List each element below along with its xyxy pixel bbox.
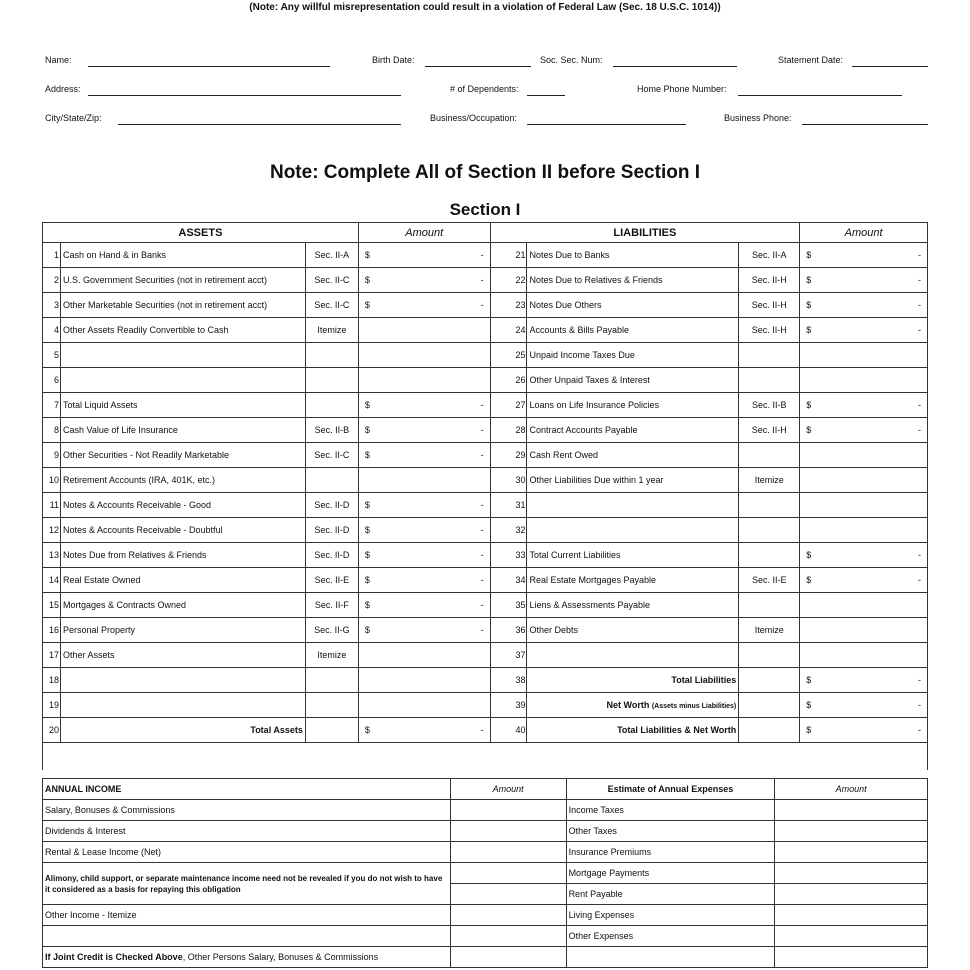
asset-line-number: 1	[43, 243, 61, 268]
liability-description: Total Current Liabilities	[527, 543, 739, 568]
expense-amount[interactable]	[775, 947, 928, 968]
income-amount[interactable]	[450, 926, 566, 947]
dollar-sign: $	[364, 250, 370, 260]
business-field[interactable]	[527, 124, 686, 125]
asset-description: Notes Due from Relatives & Friends	[60, 543, 305, 568]
table-row	[43, 243, 928, 268]
liability-description: Contract Accounts Payable	[527, 418, 739, 443]
expense-amount[interactable]	[775, 884, 928, 905]
liability-line-number: 39	[490, 693, 527, 718]
asset-description: U.S. Government Securities (not in retirement acct)	[60, 268, 305, 293]
liability-amount-cell[interactable]	[800, 593, 928, 618]
liability-section-ref	[739, 643, 800, 668]
city-label: City/State/Zip:	[45, 113, 102, 123]
dollar-sign: $	[364, 425, 370, 435]
amount-value: -	[480, 275, 484, 285]
asset-description: Total Liquid Assets	[60, 393, 305, 418]
expenses-amount-header: Amount	[775, 779, 928, 800]
asset-section-ref: Itemize	[305, 318, 358, 343]
amount-value: -	[480, 450, 484, 460]
expense-item: Living Expenses	[566, 905, 775, 926]
liability-line-number: 29	[490, 443, 527, 468]
asset-amount-cell[interactable]	[358, 618, 490, 643]
dollar-sign: $	[806, 425, 812, 435]
address-label: Address:	[45, 84, 81, 94]
income-amount[interactable]	[450, 863, 566, 884]
liability-description: Loans on Life Insurance Policies	[527, 393, 739, 418]
liability-description: Other Debts	[527, 618, 739, 643]
dollar-sign: $	[364, 400, 370, 410]
instruction-note: Note: Complete All of Section II before Section I	[269, 162, 700, 183]
table-row	[43, 618, 928, 643]
table-row	[43, 343, 928, 368]
dollar-sign: $	[364, 275, 370, 285]
table-row	[43, 418, 928, 443]
dollar-sign: $	[364, 450, 370, 460]
table-row	[43, 643, 928, 668]
income-amount[interactable]	[450, 905, 566, 926]
liability-section-ref	[739, 443, 800, 468]
liability-description: Other Unpaid Taxes & Interest	[527, 368, 739, 393]
asset-line-number: 3	[43, 293, 61, 318]
liability-amount-cell[interactable]	[800, 293, 928, 318]
expense-amount[interactable]	[775, 821, 928, 842]
alimony-notice: Alimony, child support, or separate maintenance income need not be revealed if you do not wish to have it considered as a basis for repaying this obligation	[43, 863, 451, 905]
asset-section-ref	[305, 368, 358, 393]
amount-value: -	[918, 725, 921, 735]
liability-amount-cell[interactable]	[800, 443, 928, 468]
asset-amount-cell[interactable]	[358, 443, 490, 468]
liability-line-number: 35	[490, 593, 527, 618]
dollar-sign: $	[364, 550, 370, 560]
amount-value: -	[480, 525, 484, 535]
asset-section-ref	[305, 393, 358, 418]
amount-value: -	[918, 250, 921, 260]
liability-line-number: 40	[490, 718, 527, 743]
liability-line-number: 26	[490, 368, 527, 393]
liability-amount-cell[interactable]	[800, 518, 928, 543]
asset-section-ref: Sec. II-D	[305, 543, 358, 568]
dollar-sign: $	[364, 600, 370, 610]
income-item: Salary, Bonuses & Commissions	[43, 800, 451, 821]
table-row	[43, 393, 928, 418]
balance-sheet-table	[42, 222, 928, 770]
table-row	[43, 318, 928, 343]
dollar-sign: $	[364, 575, 370, 585]
asset-description: Other Assets Readily Convertible to Cash	[60, 318, 305, 343]
expense-item: Other Taxes	[566, 821, 775, 842]
liability-section-ref	[739, 493, 800, 518]
annual-income-table	[42, 778, 928, 968]
amount-value: -	[918, 325, 921, 335]
liability-description: Unpaid Income Taxes Due	[527, 343, 739, 368]
amount-value: -	[918, 675, 921, 685]
income-amount[interactable]	[450, 947, 566, 968]
asset-line-number: 6	[43, 368, 61, 393]
amount-value: -	[918, 400, 921, 410]
liability-section-ref	[739, 343, 800, 368]
liability-amount-cell[interactable]	[800, 668, 928, 693]
liability-amount-cell[interactable]	[800, 543, 928, 568]
dollar-sign: $	[806, 250, 812, 260]
business-phone-field[interactable]	[802, 124, 928, 125]
amount-value: -	[480, 400, 484, 410]
annual-income-header: ANNUAL INCOME	[43, 779, 451, 800]
asset-amount-cell[interactable]	[358, 468, 490, 493]
table-row	[43, 568, 928, 593]
table-row	[43, 593, 928, 618]
liability-description	[527, 518, 739, 543]
ssn-field[interactable]	[613, 66, 737, 67]
name-field[interactable]	[88, 66, 330, 67]
table-row	[43, 368, 928, 393]
asset-section-ref: Sec. II-D	[305, 493, 358, 518]
expense-amount[interactable]	[775, 905, 928, 926]
income-item: Other Income - Itemize	[43, 905, 451, 926]
liability-description: Liens & Assessments Payable	[527, 593, 739, 618]
amount-value: -	[480, 500, 484, 510]
table-row	[43, 443, 928, 468]
asset-amount-cell[interactable]	[358, 268, 490, 293]
liability-section-ref	[739, 368, 800, 393]
liability-amount-cell[interactable]	[800, 268, 928, 293]
liability-description: Notes Due to Banks	[527, 243, 739, 268]
liability-description: Real Estate Mortgages Payable	[527, 568, 739, 593]
asset-description: Notes & Accounts Receivable - Doubtful	[60, 518, 305, 543]
asset-amount-cell[interactable]	[358, 518, 490, 543]
amount-value: -	[918, 550, 921, 560]
dependents-label: # of Dependents:	[450, 84, 519, 94]
asset-amount-cell[interactable]	[358, 593, 490, 618]
asset-description: Cash Value of Life Insurance	[60, 418, 305, 443]
dollar-sign: $	[806, 400, 812, 410]
liability-description	[527, 643, 739, 668]
liability-description: Accounts & Bills Payable	[527, 318, 739, 343]
birth-date-label: Birth Date:	[372, 55, 415, 65]
liability-line-number: 22	[490, 268, 527, 293]
liability-section-ref: Itemize	[739, 618, 800, 643]
asset-amount-cell[interactable]	[358, 243, 490, 268]
statement-date-field[interactable]	[852, 66, 928, 67]
asset-description: Real Estate Owned	[60, 568, 305, 593]
asset-description: Other Marketable Securities (not in retirement acct)	[60, 293, 305, 318]
expense-amount[interactable]	[775, 926, 928, 947]
liability-line-number: 31	[490, 493, 527, 518]
expense-item: Insurance Premiums	[566, 842, 775, 863]
asset-section-ref: Sec. II-D	[305, 518, 358, 543]
liability-section-ref	[739, 543, 800, 568]
amount-value: -	[918, 275, 921, 285]
assets-amount-header: Amount	[358, 223, 490, 243]
liability-section-ref	[739, 693, 800, 718]
liability-amount-cell[interactable]	[800, 643, 928, 668]
liability-section-ref	[739, 593, 800, 618]
dollar-sign: $	[806, 550, 812, 560]
liability-description: Total Liabilities & Net Worth	[527, 718, 739, 743]
asset-section-ref: Sec. II-F	[305, 593, 358, 618]
liability-line-number: 27	[490, 393, 527, 418]
asset-amount-cell[interactable]	[358, 568, 490, 593]
asset-section-ref: Sec. II-C	[305, 293, 358, 318]
liability-description: Notes Due to Relatives & Friends	[527, 268, 739, 293]
liability-amount-cell[interactable]	[800, 568, 928, 593]
liability-amount-cell[interactable]	[800, 368, 928, 393]
liability-line-number: 24	[490, 318, 527, 343]
liability-sublabel: (Assets minus Liabilities)	[651, 703, 737, 710]
asset-amount-cell[interactable]	[358, 343, 490, 368]
liability-amount-cell[interactable]	[800, 343, 928, 368]
income-item-blank[interactable]	[43, 926, 451, 947]
joint-credit-item	[43, 947, 451, 968]
home-phone-field[interactable]	[738, 95, 902, 96]
asset-amount-cell[interactable]	[358, 293, 490, 318]
dollar-sign: $	[364, 625, 370, 635]
liability-section-ref: Sec. II-H	[739, 318, 800, 343]
asset-section-ref: Itemize	[305, 643, 358, 668]
asset-description: Retirement Accounts (IRA, 401K, etc.)	[60, 468, 305, 493]
liability-section-ref: Itemize	[739, 468, 800, 493]
liability-section-ref: Sec. II-B	[739, 393, 800, 418]
dependents-field[interactable]	[527, 95, 565, 96]
asset-section-ref: Sec. II-B	[305, 418, 358, 443]
asset-description: Other Assets	[60, 643, 305, 668]
amount-value: -	[480, 300, 484, 310]
liability-line-number: 38	[490, 668, 527, 693]
liability-amount-cell[interactable]	[800, 418, 928, 443]
asset-description: Personal Property	[60, 618, 305, 643]
section-title: Section I	[449, 200, 521, 219]
table-row	[43, 668, 928, 693]
expenses-header: Estimate of Annual Expenses	[566, 779, 775, 800]
business-label: Business/Occupation:	[430, 113, 518, 123]
asset-description	[60, 693, 305, 718]
city-field[interactable]	[118, 124, 401, 125]
amount-value: -	[480, 625, 484, 635]
asset-description	[60, 343, 305, 368]
table-row	[43, 518, 928, 543]
asset-amount-cell[interactable]	[358, 693, 490, 718]
asset-line-number: 10	[43, 468, 61, 493]
liability-amount-cell[interactable]	[800, 618, 928, 643]
name-label: Name:	[45, 55, 72, 65]
asset-line-number: 12	[43, 518, 61, 543]
expense-item: Rent Payable	[566, 884, 775, 905]
asset-description: Mortgages & Contracts Owned	[60, 593, 305, 618]
asset-amount-cell[interactable]	[358, 718, 490, 743]
asset-amount-cell[interactable]	[358, 543, 490, 568]
table-row	[43, 493, 928, 518]
dollar-sign: $	[806, 700, 812, 710]
table-row	[43, 293, 928, 318]
asset-amount-cell[interactable]	[358, 393, 490, 418]
liability-line-number: 30	[490, 468, 527, 493]
liability-section-ref: Sec. II-H	[739, 293, 800, 318]
liability-line-number: 23	[490, 293, 527, 318]
asset-line-number: 9	[43, 443, 61, 468]
liability-section-ref: Sec. II-H	[739, 418, 800, 443]
dollar-sign: $	[806, 575, 812, 585]
liability-line-number: 36	[490, 618, 527, 643]
asset-line-number: 8	[43, 418, 61, 443]
liability-line-number: 28	[490, 418, 527, 443]
liability-amount-cell[interactable]	[800, 468, 928, 493]
dollar-sign: $	[364, 500, 370, 510]
asset-line-number: 15	[43, 593, 61, 618]
liability-description: Total Liabilities	[527, 668, 739, 693]
asset-line-number: 18	[43, 668, 61, 693]
asset-section-ref: Sec. II-C	[305, 268, 358, 293]
amount-value: -	[480, 250, 484, 260]
expense-amount[interactable]	[775, 800, 928, 821]
liability-line-number: 33	[490, 543, 527, 568]
liability-section-ref: Sec. II-H	[739, 268, 800, 293]
amount-value: -	[918, 575, 921, 585]
asset-amount-cell[interactable]	[358, 668, 490, 693]
liability-line-number: 37	[490, 643, 527, 668]
liability-section-ref: Sec. II-E	[739, 568, 800, 593]
liability-line-number: 21	[490, 243, 527, 268]
liability-section-ref	[739, 718, 800, 743]
dollar-sign: $	[806, 300, 812, 310]
amount-value: -	[480, 725, 484, 735]
asset-line-number: 19	[43, 693, 61, 718]
asset-section-ref	[305, 468, 358, 493]
liability-amount-cell[interactable]	[800, 693, 928, 718]
expense-amount[interactable]	[775, 842, 928, 863]
asset-line-number: 11	[43, 493, 61, 518]
liability-amount-cell[interactable]	[800, 318, 928, 343]
income-amount[interactable]	[450, 884, 566, 905]
dollar-sign: $	[806, 325, 812, 335]
dollar-sign: $	[806, 675, 812, 685]
table-row	[43, 468, 928, 493]
asset-line-number: 5	[43, 343, 61, 368]
asset-section-ref	[305, 718, 358, 743]
income-item: Rental & Lease Income (Net)	[43, 842, 451, 863]
amount-value: -	[918, 425, 921, 435]
liabilities-header: LIABILITIES	[490, 223, 800, 243]
liability-amount-cell[interactable]	[800, 393, 928, 418]
asset-section-ref: Sec. II-G	[305, 618, 358, 643]
asset-line-number: 20	[43, 718, 61, 743]
liability-description	[527, 693, 739, 718]
liability-line-number: 25	[490, 343, 527, 368]
asset-line-number: 4	[43, 318, 61, 343]
asset-amount-cell[interactable]	[358, 418, 490, 443]
income-amount[interactable]	[450, 821, 566, 842]
amount-value: -	[480, 600, 484, 610]
table-row	[43, 693, 928, 718]
liability-description: Notes Due Others	[527, 293, 739, 318]
asset-amount-cell[interactable]	[358, 318, 490, 343]
liability-section-ref: Sec. II-A	[739, 243, 800, 268]
asset-line-number: 7	[43, 393, 61, 418]
dollar-sign: $	[806, 725, 812, 735]
table-row	[43, 268, 928, 293]
home-phone-label: Home Phone Number:	[637, 84, 727, 94]
spacer-row	[43, 743, 928, 771]
legal-warning: (Note: Any willful misrepresentation could result in a violation of Federal Law (Sec. 18 U.S.C. 1014))	[249, 2, 721, 13]
joint-credit-text: , Other Persons Salary, Bonuses & Commissions	[182, 952, 379, 962]
liability-description: Other Liabilities Due within 1 year	[527, 468, 739, 493]
asset-description: Notes & Accounts Receivable - Good	[60, 493, 305, 518]
expense-item: Other Expenses	[566, 926, 775, 947]
expense-item: Mortgage Payments	[566, 863, 775, 884]
assets-header: ASSETS	[43, 223, 359, 243]
asset-description	[60, 368, 305, 393]
asset-amount-cell[interactable]	[358, 493, 490, 518]
dollar-sign: $	[364, 300, 370, 310]
asset-description: Total Assets	[60, 718, 305, 743]
liability-amount-cell[interactable]	[800, 243, 928, 268]
asset-amount-cell[interactable]	[358, 368, 490, 393]
joint-credit-bold: If Joint Credit is Checked Above	[45, 952, 183, 962]
income-item: Dividends & Interest	[43, 821, 451, 842]
table-row	[43, 718, 928, 743]
amount-value: -	[918, 300, 921, 310]
expense-amount[interactable]	[775, 863, 928, 884]
dollar-sign: $	[806, 275, 812, 285]
ssn-label: Soc. Sec. Num:	[540, 55, 603, 65]
amount-value: -	[480, 425, 484, 435]
liability-section-ref	[739, 518, 800, 543]
amount-value: -	[918, 700, 921, 710]
asset-line-number: 13	[43, 543, 61, 568]
liability-description	[527, 493, 739, 518]
expense-item: Income Taxes	[566, 800, 775, 821]
asset-line-number: 16	[43, 618, 61, 643]
asset-description: Other Securities - Not Readily Marketable	[60, 443, 305, 468]
dollar-sign: $	[364, 525, 370, 535]
asset-section-ref: Sec. II-A	[305, 243, 358, 268]
birth-date-field[interactable]	[425, 66, 531, 67]
liability-label: Net Worth	[606, 700, 650, 710]
expense-item-blank[interactable]	[566, 947, 775, 968]
asset-line-number: 14	[43, 568, 61, 593]
asset-description	[60, 668, 305, 693]
asset-line-number: 17	[43, 643, 61, 668]
liability-section-ref	[739, 668, 800, 693]
asset-amount-cell[interactable]	[358, 643, 490, 668]
income-amount[interactable]	[450, 842, 566, 863]
asset-section-ref	[305, 668, 358, 693]
liabilities-amount-header: Amount	[800, 223, 928, 243]
liability-description: Cash Rent Owed	[527, 443, 739, 468]
address-field[interactable]	[88, 95, 401, 96]
table-header-row	[43, 223, 928, 243]
amount-value: -	[480, 575, 484, 585]
asset-section-ref	[305, 343, 358, 368]
asset-section-ref: Sec. II-E	[305, 568, 358, 593]
liability-line-number: 32	[490, 518, 527, 543]
amount-value: -	[480, 550, 484, 560]
liability-line-number: 34	[490, 568, 527, 593]
asset-description: Cash on Hand & in Banks	[60, 243, 305, 268]
asset-section-ref: Sec. II-C	[305, 443, 358, 468]
income-amount-header: Amount	[450, 779, 566, 800]
income-amount[interactable]	[450, 800, 566, 821]
business-phone-label: Business Phone:	[724, 113, 792, 123]
liability-amount-cell[interactable]	[800, 493, 928, 518]
statement-date-label: Statement Date:	[778, 55, 844, 65]
table-row	[43, 543, 928, 568]
asset-line-number: 2	[43, 268, 61, 293]
liability-amount-cell[interactable]	[800, 718, 928, 743]
asset-section-ref	[305, 693, 358, 718]
dollar-sign: $	[364, 725, 370, 735]
